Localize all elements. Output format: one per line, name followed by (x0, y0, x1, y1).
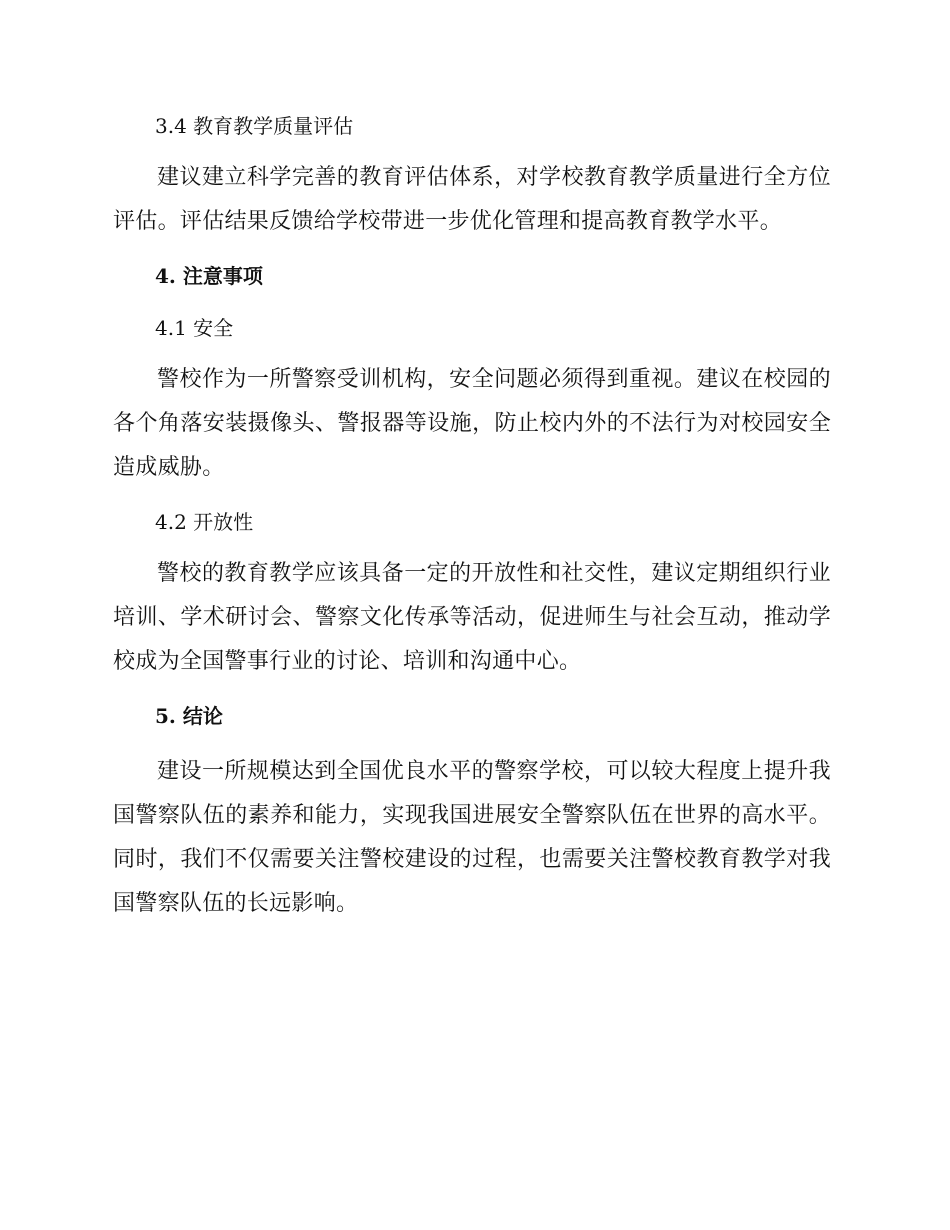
paragraph-conclusion: 建设一所规模达到全国优良水平的警察学校，可以较大程度上提升我国警察队伍的素养和能力，实现我国进展安全警察队伍在世界的高水平。同时，我们不仅需要关注警校建设的过程，也需要关注警校教育教学对我国警察队伍的长远影响。 (113, 759, 831, 916)
document-content (113, 108, 831, 940)
section-heading-4-1: 4.1 安全 (155, 316, 234, 340)
paragraph-openness: 警校的教育教学应该具备一定的开放性和社交性，建议定期组织行业培训、学术研讨会、警察文化传承等活动，促进师生与社会互动，推动学校成为全国警事行业的讨论、培训和沟通中心。 (113, 561, 831, 674)
section-heading-4: 4. 注意事项 (155, 264, 263, 288)
section-heading-4-2: 4.2 开放性 (155, 510, 254, 534)
paragraph-safety: 警校作为一所警察受训机构，安全问题必须得到重视。建议在校园的各个角落安装摄像头、警报器等设施，防止校内外的不法行为对校园安全造成威胁。 (113, 367, 831, 480)
section-heading-5: 5. 结论 (155, 704, 223, 728)
paragraph-quality-evaluation: 建议建立科学完善的教育评估体系，对学校教育教学质量进行全方位评估。评估结果反馈给学校带进一步优化管理和提高教育教学水平。 (113, 165, 831, 234)
section-heading-3-4: 3.4 教育教学质量评估 (155, 114, 354, 138)
